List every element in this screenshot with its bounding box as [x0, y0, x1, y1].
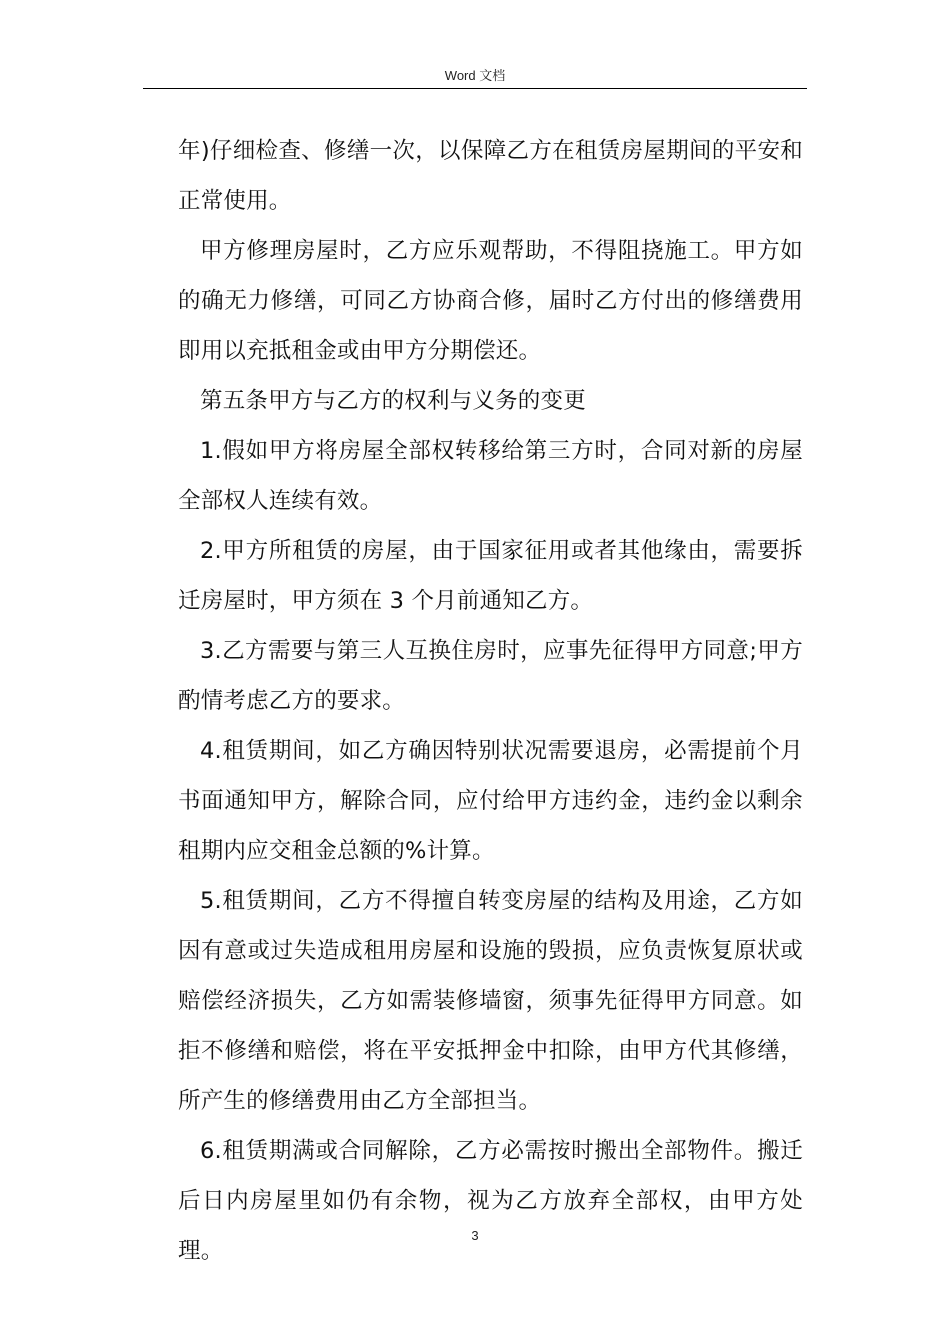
- header-divider: [143, 88, 807, 89]
- clause-3: 3.乙方需要与第三人互换住房时，应事先征得甲方同意;甲方酌情考虑乙方的要求。: [178, 638, 803, 714]
- clause-6: 6.租赁期满或合同解除，乙方必需按时搬出全部物件。搬迁后日内房屋里如仍有余物，视为乙方放弃全部权，由甲方处理。: [178, 1138, 803, 1264]
- clause-2: 2.甲方所租赁的房屋，由于国家征用或者其他缘由，需要拆迁房屋时，甲方须在 3 个月前通知乙方。: [178, 538, 803, 614]
- clause-4: 4.租赁期间，如乙方确因特别状况需要退房，必需提前个月书面通知甲方，解除合同，应付给甲方违约金，违约金以剩余租期内应交租金总额的%计算。: [178, 738, 803, 864]
- section-heading-article-5: 第五条甲方与乙方的权利与义务的变更: [200, 388, 586, 414]
- document-body: [178, 126, 803, 1276]
- paragraph-1: 年)仔细检查、修缮一次，以保障乙方在租赁房屋期间的平安和正常使用。: [178, 138, 803, 214]
- page-number: 3: [471, 1228, 479, 1243]
- paragraph-2: 甲方修理房屋时，乙方应乐观帮助，不得阻挠施工。甲方如的确无力修缮，可同乙方协商合修，届时乙方付出的修缮费用即用以充抵租金或由甲方分期偿还。: [178, 238, 803, 364]
- clause-1: 1.假如甲方将房屋全部权转移给第三方时，合同对新的房屋全部权人连续有效。: [178, 438, 803, 514]
- page-header-title: Word 文档: [444, 68, 506, 83]
- clause-5: 5.租赁期间，乙方不得擅自转变房屋的结构及用途，乙方如因有意或过失造成租用房屋和设施的毁损，应负责恢复原状或赔偿经济损失，乙方如需装修墙窗，须事先征得甲方同意。如拒不修缮和赔偿，将在平安抵押金中扣除，由甲方代其修缮，所产生的修缮费用由乙方全部担当。: [178, 888, 803, 1114]
